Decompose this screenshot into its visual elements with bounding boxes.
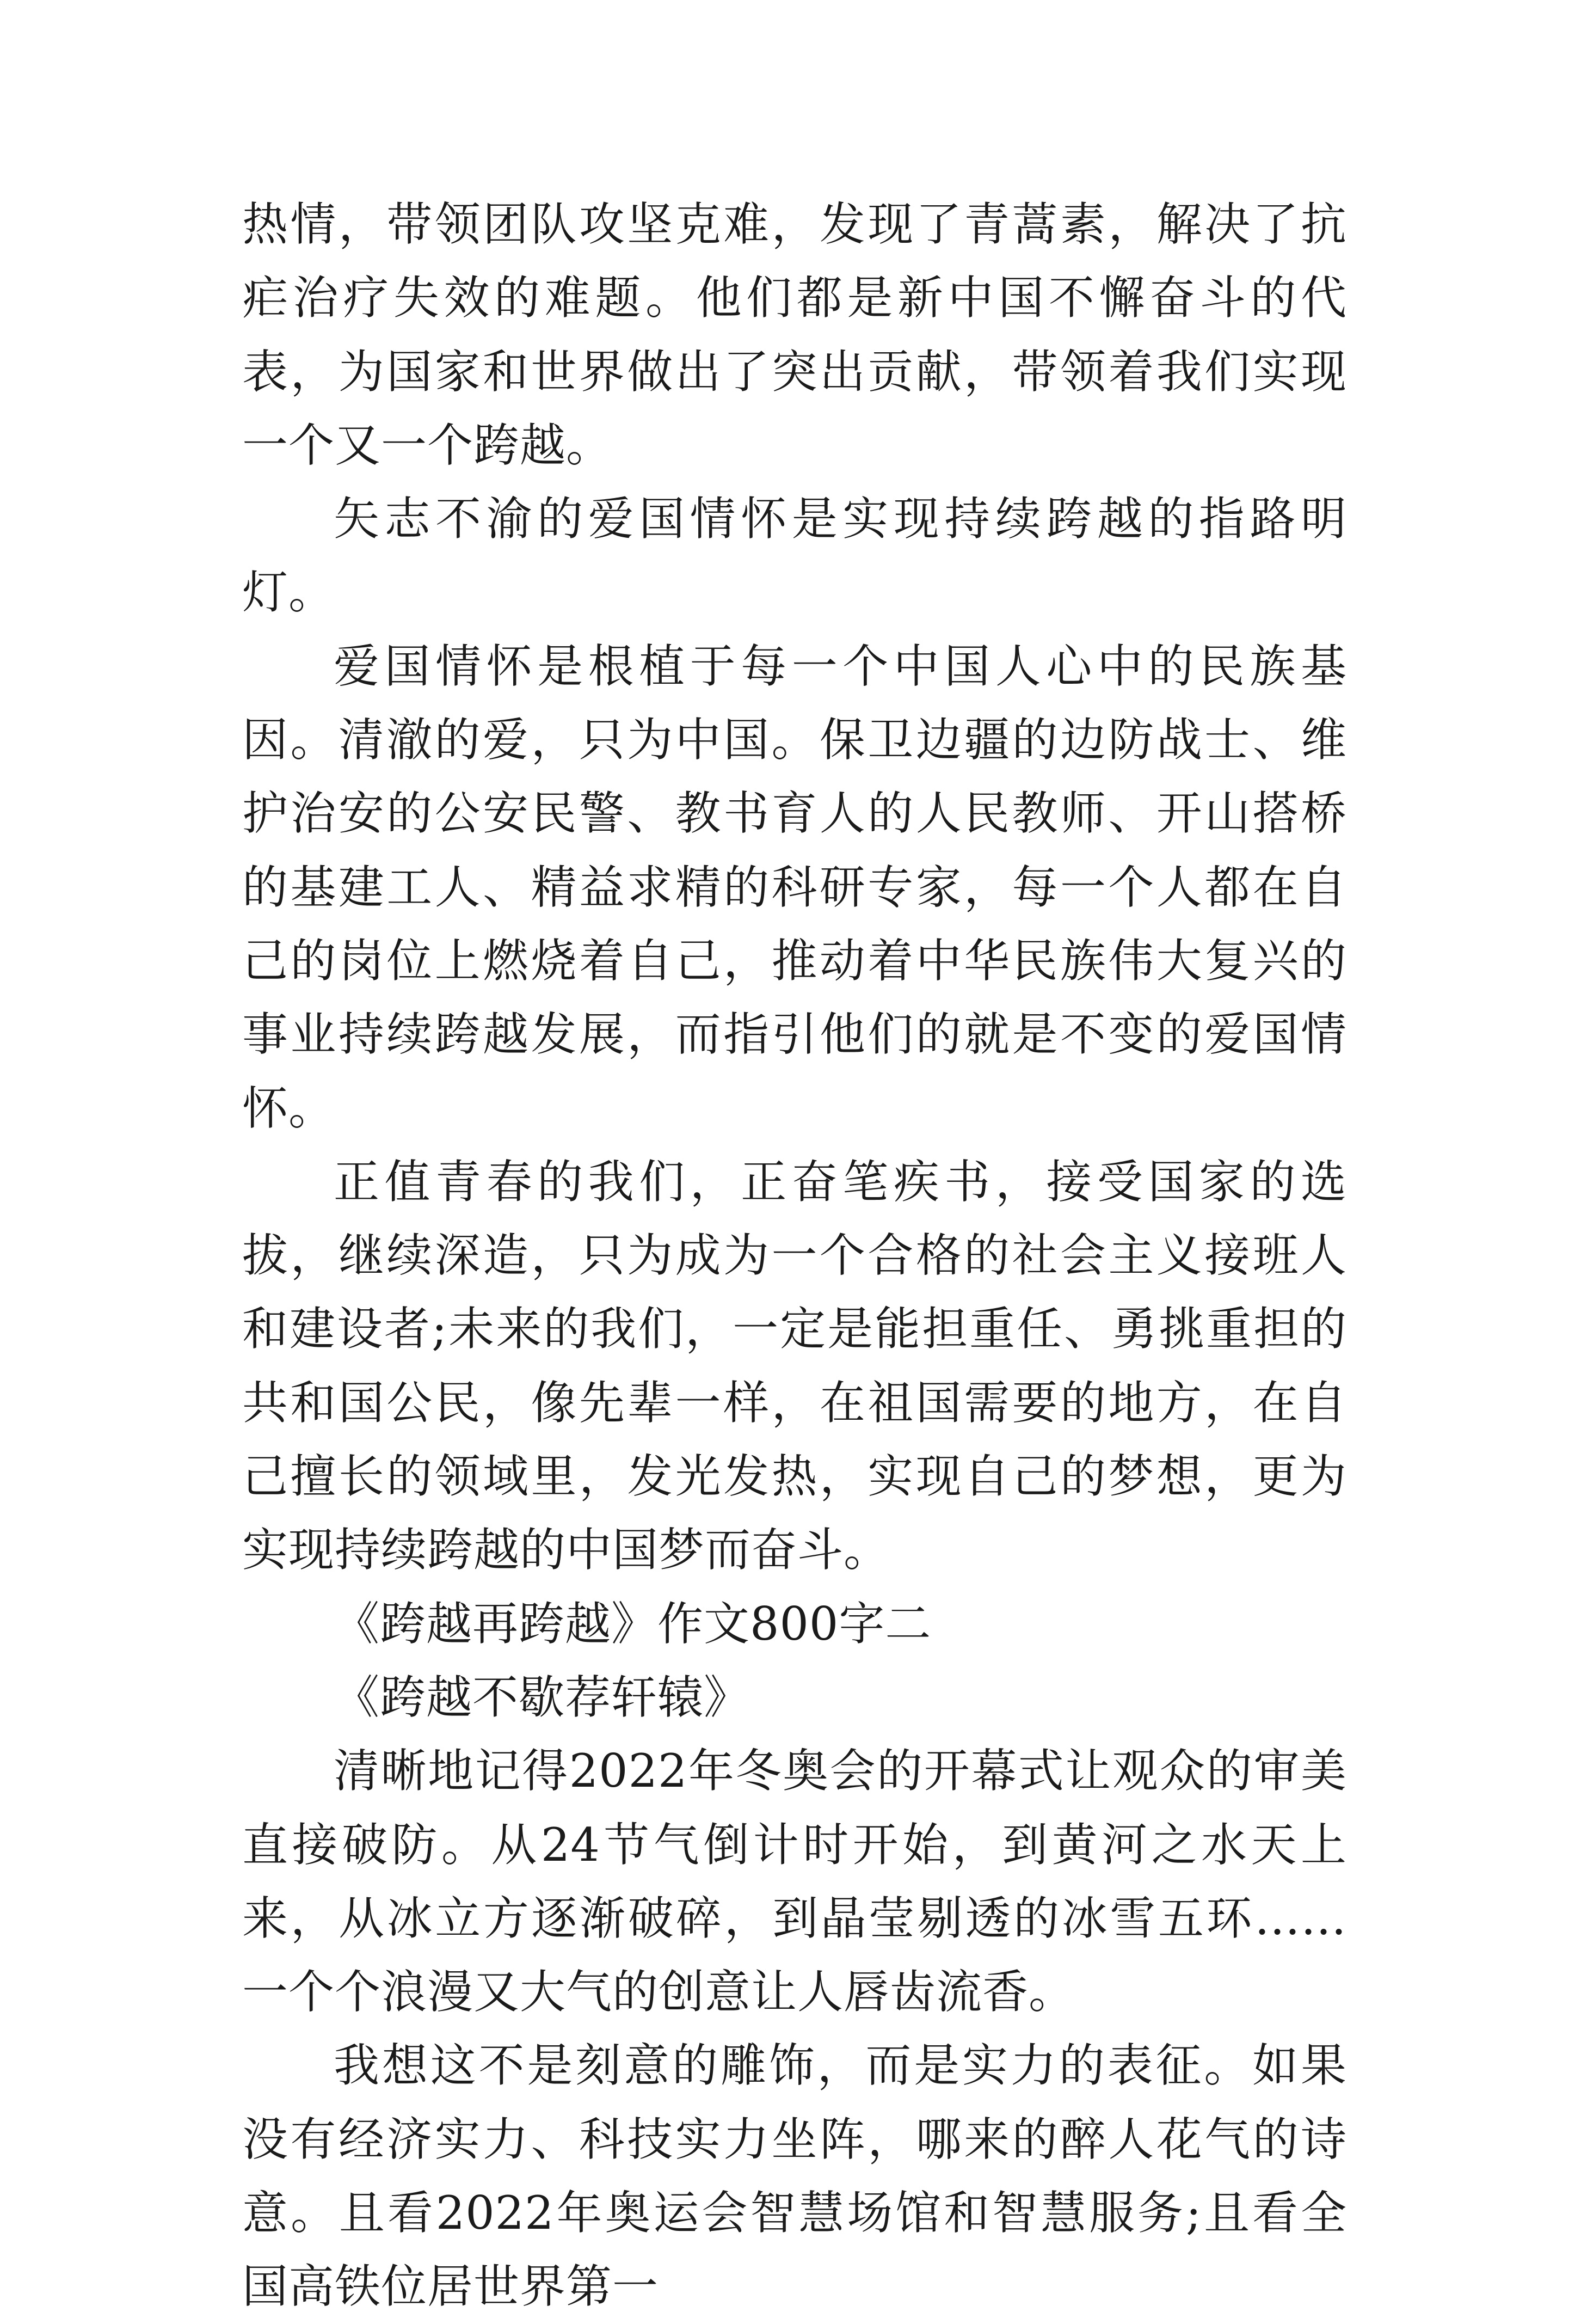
paragraph-continuation: 热情，带领团队攻坚克难，发现了青蒿素，解决了抗疟治疗失效的难题。他们都是新中国不懈奋斗的代表，为国家和世界做出了突出贡献，带领着我们实现一个又一个跨越。 (242, 198, 1347, 472)
article-body (242, 188, 1347, 2324)
essay-title: 《跨越不歇荐轩辕》 (334, 1670, 750, 1724)
paragraph-patriotism: 爱国情怀是根植于每一个中国人心中的民族基因。清澈的爱，只为中国。保卫边疆的边防战士、维护治安的公安民警、教书育人的人民教师、开山搭桥的基建工人、精益求精的科研专家，每一个人都在自己的岗位上燃烧着自己，推动着中华民族伟大复兴的事业持续跨越发展，而指引他们的就是不变的爱国情怀。 (242, 639, 1347, 1135)
paragraph-strength: 我想这不是刻意的雕饰，而是实力的表征。如果没有经济实力、科技实力坐阵，哪来的醉人花气的诗意。且看2022年奥运会智慧场馆和智慧服务;且看全国高铁位居世界第一 (242, 2039, 1347, 2314)
paragraph-thesis: 矢志不渝的爱国情怀是实现持续跨越的指路明灯。 (242, 492, 1347, 620)
paragraph-youth: 正值青春的我们，正奋笔疾书，接受国家的选拔，继续深造，只为成为一个合格的社会主义接班人和建设者;未来的我们，一定是能担重任、勇挑重担的共和国公民，像先辈一样，在祖国需要的地方，在自己擅长的领域里，发光发热，实现自己的梦想，更为实现持续跨越的中国梦而奋斗。 (242, 1155, 1347, 1577)
essay-heading: 《跨越再跨越》作文800字二 (334, 1597, 932, 1651)
paragraph-olympics: 清晰地记得2022年冬奥会的开幕式让观众的审美直接破防。从24节气倒计时开始，到黄河之水天上来，从冰立方逐渐破碎，到晶莹剔透的冰雪五环……一个个浪漫又大气的创意让人唇齿流香。 (242, 1744, 1347, 2019)
